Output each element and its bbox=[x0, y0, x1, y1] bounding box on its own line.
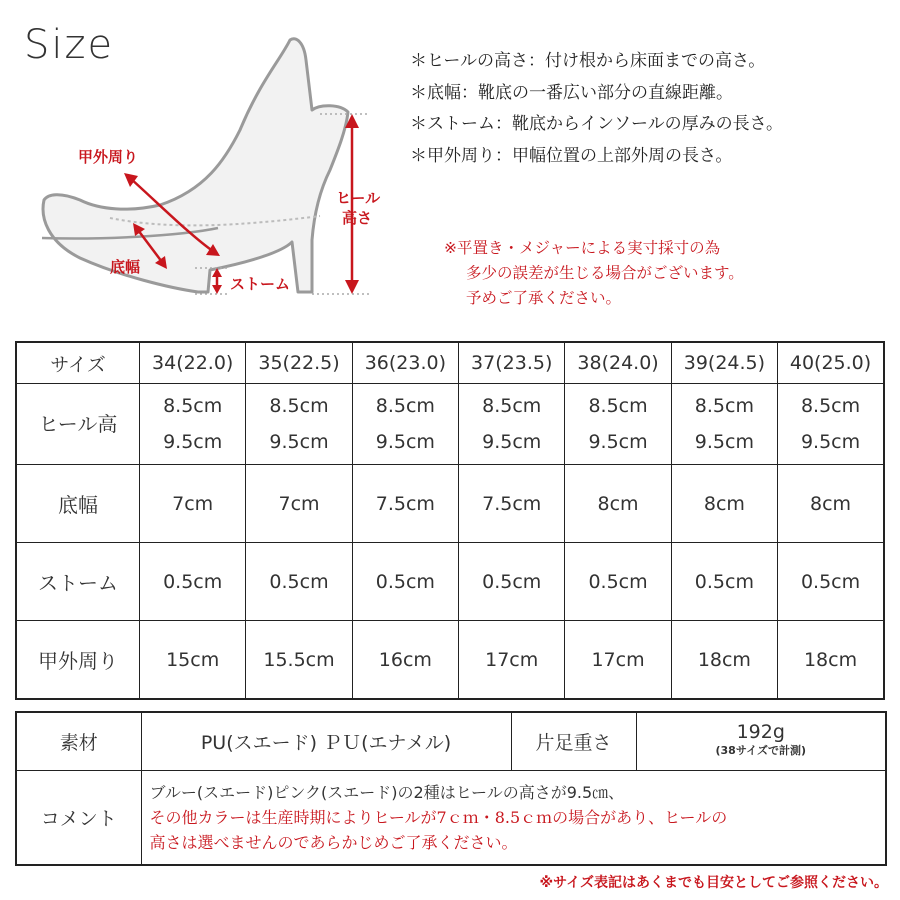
weight-value: 192g bbox=[736, 721, 785, 744]
table-cell: 7.5cm bbox=[352, 465, 458, 543]
sole-width-row bbox=[16, 465, 884, 543]
table-cell: 0.5cm bbox=[140, 543, 246, 621]
table-cell: 7cm bbox=[246, 465, 352, 543]
label-heel-height-1: ヒール bbox=[336, 189, 381, 207]
definition-sole-width: ＊底幅：靴底の一番広い部分の直線距離。 bbox=[410, 82, 733, 103]
page-title: Size bbox=[24, 22, 115, 68]
table-cell: 0.5cm bbox=[565, 543, 671, 621]
comment-row bbox=[16, 770, 886, 865]
table-cell: 15.5cm bbox=[246, 621, 352, 700]
size-cell: 34(22.0) bbox=[140, 342, 246, 384]
storm-row bbox=[16, 543, 884, 621]
measurement-note: ※平置き・メジャーによる実寸採寸の為 多少の誤差が生じる場合がございます。 予めご了承ください。 bbox=[444, 239, 744, 307]
weight-value-cell bbox=[636, 712, 886, 770]
size-table bbox=[15, 341, 885, 700]
footnote: ※サイズ表記はあくまでも目安としてご参照ください。 bbox=[539, 875, 888, 891]
definition-storm: ＊ストーム：靴底からインソールの厚みの長さ。 bbox=[410, 114, 783, 134]
info-table bbox=[15, 711, 887, 866]
sole-width-label: 底幅 bbox=[16, 465, 140, 543]
table-cell: 7cm bbox=[140, 465, 246, 543]
heel-height-cell: 8.5cm 9.5cm bbox=[352, 384, 458, 465]
comment-text: ブルー(スエード)ピンク(スエード)の2種はヒールの高さが9.5㎝、 その他カラーは生産時期によりヒールが7ｃｍ・8.5ｃｍの場合があり、ヒールの 高さは選べませんのであらかじめご了承ください。 bbox=[141, 770, 886, 865]
size-header-label: サイズ bbox=[16, 342, 140, 384]
material-value: PU(スエード) ＰＵ(エナメル) bbox=[141, 712, 511, 770]
material-row bbox=[16, 712, 886, 770]
instep-row bbox=[16, 621, 884, 700]
definitions-list bbox=[410, 46, 783, 172]
size-cell: 35(22.5) bbox=[246, 342, 352, 384]
size-header-row bbox=[16, 342, 884, 384]
table-cell: 18cm bbox=[671, 621, 777, 700]
instep-label: 甲外周り bbox=[16, 621, 140, 700]
shoe-diagram bbox=[20, 30, 400, 310]
definition-instep: ＊甲外周り：甲幅位置の上部外周の長さ。 bbox=[410, 145, 733, 166]
table-cell: 16cm bbox=[352, 621, 458, 700]
size-cell: 37(23.5) bbox=[459, 342, 565, 384]
size-cell: 36(23.0) bbox=[352, 342, 458, 384]
material-label: 素材 bbox=[16, 712, 141, 770]
storm-arrow bbox=[212, 268, 222, 294]
heel-height-row bbox=[16, 384, 884, 465]
label-instep: 甲外周り bbox=[78, 148, 139, 166]
table-cell: 0.5cm bbox=[671, 543, 777, 621]
comment-label: コメント bbox=[16, 770, 141, 865]
table-cell: 8cm bbox=[565, 465, 671, 543]
definition-heel-height: ＊ヒールの高さ：付け根から床面までの高さ。 bbox=[410, 51, 766, 71]
heel-height-cell: 8.5cm 9.5cm bbox=[246, 384, 352, 465]
size-cell: 39(24.5) bbox=[671, 342, 777, 384]
table-cell: 0.5cm bbox=[352, 543, 458, 621]
size-cell: 38(24.0) bbox=[565, 342, 671, 384]
table-cell: 18cm bbox=[778, 621, 884, 700]
heel-height-cell: 8.5cm 9.5cm bbox=[140, 384, 246, 465]
table-cell: 17cm bbox=[565, 621, 671, 700]
label-sole-width: 底幅 bbox=[110, 258, 141, 276]
table-cell: 8cm bbox=[778, 465, 884, 543]
size-cell: 40(25.0) bbox=[778, 342, 884, 384]
heel-height-label: ヒール高 bbox=[16, 384, 140, 465]
heel-height-cell: 8.5cm 9.5cm bbox=[778, 384, 884, 465]
label-heel-height-2: 高さ bbox=[342, 209, 373, 227]
table-cell: 7.5cm bbox=[459, 465, 565, 543]
weight-note: (38サイズで計測) bbox=[715, 744, 806, 758]
table-cell: 0.5cm bbox=[459, 543, 565, 621]
table-cell: 8cm bbox=[671, 465, 777, 543]
heel-height-cell: 8.5cm 9.5cm bbox=[459, 384, 565, 465]
heel-height-cell: 8.5cm 9.5cm bbox=[565, 384, 671, 465]
label-storm: ストーム bbox=[230, 275, 291, 293]
storm-label: ストーム bbox=[16, 543, 140, 621]
table-cell: 17cm bbox=[459, 621, 565, 700]
weight-label: 片足重さ bbox=[511, 712, 636, 770]
heel-height-cell: 8.5cm 9.5cm bbox=[671, 384, 777, 465]
table-cell: 15cm bbox=[140, 621, 246, 700]
table-cell: 0.5cm bbox=[246, 543, 352, 621]
table-cell: 0.5cm bbox=[778, 543, 884, 621]
